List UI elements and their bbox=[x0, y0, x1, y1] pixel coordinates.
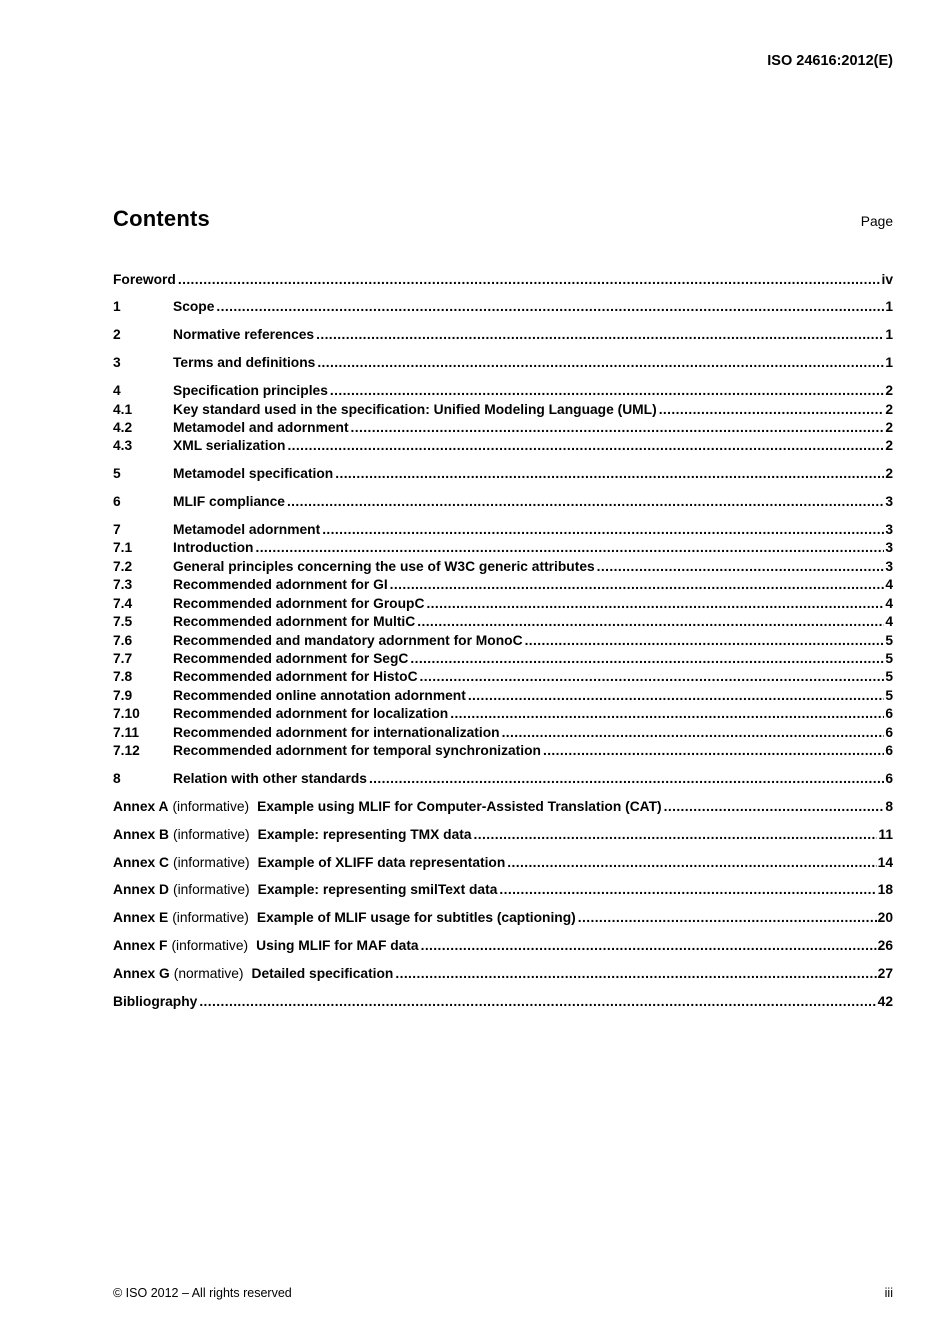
toc-entry[interactable] bbox=[113, 724, 893, 742]
toc-entry[interactable] bbox=[113, 881, 893, 899]
page-header bbox=[113, 53, 893, 69]
toc-entry-page: 26 bbox=[877, 938, 893, 954]
annex-qualifier: (informative) bbox=[172, 826, 250, 842]
toc-entry-label: Scope bbox=[173, 299, 215, 315]
annex-qualifier: (informative) bbox=[171, 938, 249, 954]
toc-leader-dots bbox=[408, 650, 884, 668]
toc-entry-page: 2 bbox=[885, 383, 893, 399]
toc-entry[interactable] bbox=[113, 668, 893, 686]
toc-leader-dots bbox=[333, 465, 884, 483]
toc-entry-page: 18 bbox=[877, 882, 893, 898]
toc-entry-page: 5 bbox=[885, 650, 893, 666]
toc-entry-page: 11 bbox=[878, 826, 893, 842]
toc-entry-label: Recommended adornment for GroupC bbox=[173, 595, 425, 611]
toc-leader-dots bbox=[576, 909, 877, 927]
toc-entry[interactable] bbox=[113, 770, 893, 788]
folio-page-number: iii bbox=[884, 1286, 893, 1300]
toc-entry-label: Bibliography bbox=[113, 994, 198, 1010]
toc-leader-dots bbox=[424, 595, 884, 613]
toc-leader-dots bbox=[657, 401, 885, 419]
toc-entry-page: 3 bbox=[885, 522, 893, 538]
annex-qualifier: (informative) bbox=[172, 854, 250, 870]
table-of-contents bbox=[113, 261, 893, 1012]
toc-entry-label: XML serialization bbox=[173, 438, 286, 454]
toc-leader-dots bbox=[285, 437, 884, 455]
toc-entry-page: 2 bbox=[885, 466, 893, 482]
toc-leader-dots bbox=[349, 419, 885, 437]
toc-entry-page: 4 bbox=[885, 614, 893, 630]
toc-entry-number: 5 bbox=[113, 466, 121, 482]
toc-entry[interactable] bbox=[113, 687, 893, 705]
toc-entry-page: 1 bbox=[885, 299, 893, 315]
toc-entry[interactable] bbox=[113, 493, 893, 511]
annex-qualifier: (normative) bbox=[173, 966, 244, 982]
toc-entry-number: 4.1 bbox=[113, 401, 133, 417]
toc-entry-number: 7.7 bbox=[113, 650, 133, 666]
toc-leader-dots bbox=[253, 539, 884, 557]
annex-designation: Annex E bbox=[113, 910, 169, 926]
annex-designation: Annex F bbox=[113, 938, 168, 954]
annex-qualifier: (informative) bbox=[172, 798, 250, 814]
toc-entry-number: 7.5 bbox=[113, 614, 133, 630]
toc-entry[interactable] bbox=[113, 419, 893, 437]
toc-leader-dots bbox=[419, 937, 877, 955]
toc-entry-label: Recommended adornment for internationalization bbox=[173, 724, 500, 740]
toc-entry-number: 7.3 bbox=[113, 577, 133, 593]
toc-entry-label: Normative references bbox=[173, 327, 315, 343]
toc-entry-label: Example of XLIFF data representation bbox=[257, 854, 506, 870]
toc-entry-page: 3 bbox=[885, 494, 893, 510]
toc-leader-dots bbox=[320, 521, 884, 539]
toc-leader-dots bbox=[500, 724, 885, 742]
toc-leader-dots bbox=[595, 558, 885, 576]
toc-entry[interactable] bbox=[113, 271, 893, 289]
toc-entry[interactable] bbox=[113, 650, 893, 668]
toc-entry-label: Example using MLIF for Computer-Assisted Translation (CAT) bbox=[257, 798, 662, 814]
toc-entry-label: Example: representing TMX data bbox=[257, 826, 472, 842]
toc-entry-page: 6 bbox=[885, 770, 893, 786]
toc-leader-dots bbox=[214, 298, 884, 316]
toc-leader-dots bbox=[285, 493, 884, 511]
toc-leader-dots bbox=[662, 798, 885, 816]
toc-entry[interactable] bbox=[113, 354, 893, 372]
toc-entry-number: 7.9 bbox=[113, 687, 133, 703]
toc-entry-label: Key standard used in the specification: Unified Modeling Language (UML) bbox=[173, 401, 657, 417]
toc-entry[interactable] bbox=[113, 298, 893, 316]
toc-entry[interactable] bbox=[113, 613, 893, 631]
toc-entry-page: 5 bbox=[885, 687, 893, 703]
page-column-label: Page bbox=[860, 214, 893, 229]
toc-entry-label: Relation with other standards bbox=[173, 770, 367, 786]
toc-entry-label: Metamodel and adornment bbox=[173, 419, 349, 435]
annex-designation: Annex C bbox=[113, 854, 169, 870]
toc-entry-number: 7.6 bbox=[113, 632, 133, 648]
toc-entry-number: 7.1 bbox=[113, 540, 133, 556]
toc-entry-label: Recommended online annotation adornment bbox=[173, 687, 466, 703]
annex-designation: Annex G bbox=[113, 966, 170, 982]
toc-entry-number: 7.4 bbox=[113, 595, 133, 611]
toc-entry-label: Recommended adornment for HistoC bbox=[173, 669, 418, 685]
toc-entry-label: Foreword bbox=[113, 271, 176, 287]
annex-designation: Annex A bbox=[113, 798, 169, 814]
toc-entry[interactable] bbox=[113, 539, 893, 557]
toc-entry-page: 8 bbox=[885, 798, 893, 814]
contents-heading-row bbox=[113, 206, 893, 232]
toc-entry[interactable] bbox=[113, 854, 893, 872]
toc-leader-dots bbox=[418, 668, 885, 686]
toc-entry-number: 2 bbox=[113, 327, 121, 343]
toc-entry-label: MLIF compliance bbox=[173, 494, 285, 510]
toc-entry-number: 6 bbox=[113, 494, 121, 510]
toc-entry-label: Recommended adornment for GI bbox=[173, 577, 388, 593]
annex-designation: Annex D bbox=[113, 882, 169, 898]
toc-entry-label: Using MLIF for MAF data bbox=[256, 938, 419, 954]
toc-entry-label: Example: representing smilText data bbox=[257, 882, 498, 898]
toc-leader-dots bbox=[393, 965, 876, 983]
toc-entry[interactable] bbox=[113, 798, 893, 816]
toc-entry-page: 6 bbox=[885, 706, 893, 722]
toc-entry[interactable] bbox=[113, 965, 893, 983]
toc-leader-dots bbox=[315, 354, 884, 372]
toc-entry[interactable] bbox=[113, 326, 893, 344]
toc-entry-label: Example of MLIF usage for subtitles (captioning) bbox=[256, 910, 576, 926]
toc-entry-label: Recommended adornment for temporal synchronization bbox=[173, 742, 541, 758]
toc-entry-page: 20 bbox=[877, 910, 893, 926]
toc-entry-label: Recommended adornment for localization bbox=[173, 706, 449, 722]
toc-entry-page: 6 bbox=[885, 742, 893, 758]
toc-entry[interactable] bbox=[113, 742, 893, 760]
annex-designation: Annex B bbox=[113, 826, 169, 842]
toc-entry[interactable] bbox=[113, 909, 893, 927]
toc-entry-number: 7.2 bbox=[113, 558, 133, 574]
toc-leader-dots bbox=[314, 326, 884, 344]
toc-entry-page: 14 bbox=[877, 854, 893, 870]
contents-title: Contents bbox=[113, 206, 210, 231]
toc-leader-dots bbox=[541, 742, 884, 760]
toc-entry-page: 1 bbox=[885, 355, 893, 371]
toc-entry[interactable] bbox=[113, 401, 893, 419]
toc-entry-number: 7 bbox=[113, 522, 121, 538]
toc-entry-page: 4 bbox=[885, 595, 893, 611]
toc-entry[interactable] bbox=[113, 576, 893, 594]
toc-entry[interactable] bbox=[113, 632, 893, 650]
toc-entry-number: 3 bbox=[113, 355, 121, 371]
toc-entry[interactable] bbox=[113, 465, 893, 483]
toc-leader-dots bbox=[176, 271, 881, 289]
toc-entry-label: Metamodel adornment bbox=[173, 522, 321, 538]
toc-entry-number: 7.8 bbox=[113, 669, 133, 685]
toc-entry-page: 1 bbox=[885, 327, 893, 343]
toc-entry-page: 2 bbox=[885, 401, 893, 417]
toc-entry-label: Metamodel specification bbox=[173, 466, 334, 482]
toc-entry-number: 7.11 bbox=[113, 724, 140, 740]
toc-leader-dots bbox=[367, 770, 884, 788]
toc-entry-label: Recommended and mandatory adornment for MonoC bbox=[173, 632, 523, 648]
toc-entry-label: Detailed specification bbox=[251, 966, 394, 982]
toc-entry-label: Specification principles bbox=[173, 383, 328, 399]
toc-entry[interactable] bbox=[113, 437, 893, 455]
document-reference: ISO 24616:2012(E) bbox=[767, 53, 893, 69]
toc-entry[interactable] bbox=[113, 993, 893, 1011]
toc-entry-label: Terms and definitions bbox=[173, 355, 316, 371]
toc-entry-number: 4.3 bbox=[113, 438, 133, 454]
toc-entry-page: 5 bbox=[885, 669, 893, 685]
toc-leader-dots bbox=[415, 613, 884, 631]
copyright-notice: © ISO 2012 – All rights reserved bbox=[113, 1286, 292, 1300]
toc-entry-page: 3 bbox=[885, 558, 893, 574]
toc-entry-page: 3 bbox=[885, 540, 893, 556]
toc-entry[interactable] bbox=[113, 558, 893, 576]
toc-entry[interactable] bbox=[113, 705, 893, 723]
page-footer bbox=[113, 1286, 893, 1300]
toc-leader-dots bbox=[523, 632, 885, 650]
toc-entry-label: Recommended adornment for SegC bbox=[173, 650, 409, 666]
toc-entry-page: 42 bbox=[877, 994, 893, 1010]
toc-entry[interactable] bbox=[113, 937, 893, 955]
toc-entry-page: iv bbox=[881, 271, 893, 287]
toc-entry-page: 4 bbox=[885, 577, 893, 593]
toc-entry[interactable] bbox=[113, 521, 893, 539]
toc-entry-number: 7.12 bbox=[113, 742, 140, 758]
toc-entry-page: 27 bbox=[877, 966, 893, 982]
toc-entry-number: 4.2 bbox=[113, 419, 133, 435]
toc-entry-number: 1 bbox=[113, 299, 121, 315]
toc-leader-dots bbox=[388, 576, 885, 594]
toc-entry-page: 2 bbox=[885, 419, 893, 435]
toc-entry[interactable] bbox=[113, 382, 893, 400]
toc-entry[interactable] bbox=[113, 826, 893, 844]
annex-qualifier: (informative) bbox=[172, 882, 250, 898]
toc-leader-dots bbox=[466, 687, 884, 705]
toc-leader-dots bbox=[505, 854, 876, 872]
toc-entry-number: 4 bbox=[113, 383, 121, 399]
toc-leader-dots bbox=[328, 382, 884, 400]
toc-leader-dots bbox=[472, 826, 878, 844]
toc-leader-dots bbox=[448, 705, 884, 723]
toc-entry[interactable] bbox=[113, 595, 893, 613]
toc-entry-number: 8 bbox=[113, 770, 121, 786]
annex-qualifier: (informative) bbox=[172, 910, 249, 926]
toc-entry-label: Introduction bbox=[173, 540, 254, 556]
toc-entry-label: Recommended adornment for MultiC bbox=[173, 614, 416, 630]
toc-leader-dots bbox=[497, 881, 876, 899]
toc-entry-label: General principles concerning the use of W3C generic attributes bbox=[173, 558, 595, 574]
toc-entry-page: 5 bbox=[885, 632, 893, 648]
toc-leader-dots bbox=[197, 993, 876, 1011]
toc-entry-page: 2 bbox=[885, 438, 893, 454]
toc-entry-page: 6 bbox=[885, 724, 893, 740]
toc-entry-number: 7.10 bbox=[113, 706, 140, 722]
